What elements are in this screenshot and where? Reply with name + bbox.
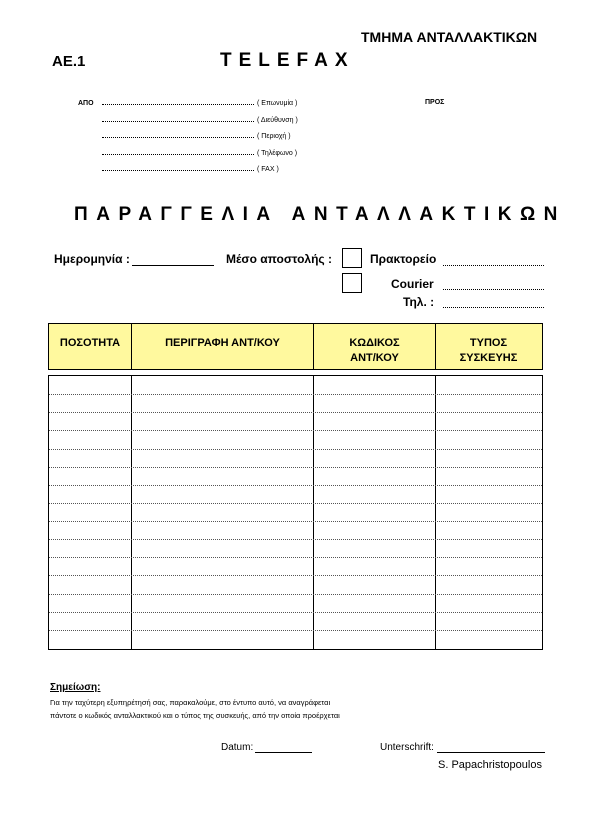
courier-label: Courier <box>391 277 434 291</box>
table-row[interactable] <box>49 539 542 540</box>
to-label: ΠΡΟΣ <box>425 99 445 106</box>
from-label: ΑΠΟ <box>78 100 94 107</box>
note-title: Σημείωση: <box>50 682 101 693</box>
agency-label: Πρακτορείο <box>370 252 437 266</box>
agency-field[interactable] <box>443 265 544 266</box>
order-title: ΠΑΡΑΓΓΕΛΙΑ ΑΝΤΑΛΛΑΚΤΙΚΩΝ <box>74 204 566 225</box>
sender-fax-label: ( FAX ) <box>257 166 279 173</box>
phone-field[interactable] <box>443 307 544 308</box>
table-row[interactable] <box>49 575 542 576</box>
agency-checkbox[interactable] <box>342 248 362 268</box>
table-row[interactable] <box>49 557 542 558</box>
table-row[interactable] <box>49 412 542 413</box>
table-row[interactable] <box>49 612 542 613</box>
table-row[interactable] <box>49 630 542 631</box>
signature-field[interactable] <box>437 752 545 753</box>
grid-column-quantity <box>49 376 132 649</box>
table-row[interactable] <box>49 594 542 595</box>
grid-column-code <box>314 376 436 649</box>
sender-fax-line[interactable] <box>102 170 254 171</box>
sender-address-label: ( Διεύθυνση ) <box>257 117 298 124</box>
table-row[interactable] <box>49 485 542 486</box>
table-row[interactable] <box>49 521 542 522</box>
column-quantity: ΠΟΣΟΤΗΤΑ <box>49 324 132 369</box>
courier-checkbox[interactable] <box>342 273 362 293</box>
date-label: Ημερομηνία : <box>54 252 130 266</box>
date-field[interactable] <box>132 265 214 266</box>
courier-field[interactable] <box>443 289 544 290</box>
datum-label: Datum: <box>221 742 254 753</box>
column-device-type: ΤΥΠΟΣ ΣΥΣΚΕΥΗΣ <box>459 337 518 364</box>
sender-name-label: ( Επωνυμία ) <box>257 100 298 107</box>
table-row[interactable] <box>49 503 542 504</box>
shipping-label: Μέσο αποστολής : <box>226 252 332 266</box>
table-row[interactable] <box>49 430 542 431</box>
table-row[interactable] <box>49 449 542 450</box>
sender-address-line[interactable] <box>102 121 254 122</box>
signature-label: Unterschrift: <box>380 742 434 753</box>
table-header <box>48 323 543 370</box>
grid-column-description <box>132 376 314 649</box>
signatory-name: S. Papachristopoulos <box>438 759 542 771</box>
form-code: ΑΕ.1 <box>52 53 86 70</box>
sender-area-line[interactable] <box>102 137 254 138</box>
telefax-heading: TELEFAX <box>220 50 355 71</box>
sender-phone-line[interactable] <box>102 154 254 155</box>
phone-label: Τηλ. : <box>403 295 435 309</box>
column-description: ΠΕΡΙΓΡΑΦΗ ΑΝΤ/ΚΟΥ <box>132 324 314 369</box>
datum-field[interactable] <box>255 752 312 753</box>
column-part-code: ΚΩΔΙΚΟΣ ΑΝΤ/ΚΟΥ <box>314 324 436 369</box>
department-title: ΤΜΗΜΑ ΑΝΤΑΛΛΑΚΤΙΚΩΝ <box>361 29 538 45</box>
table-row[interactable] <box>49 467 542 468</box>
note-line-2: πάντοτε ο κωδικός ανταλλακτικού και ο τύπος της συσκευής, από την οποία προέρχεται <box>50 711 340 720</box>
table-row[interactable] <box>49 394 542 395</box>
order-lines-grid[interactable] <box>48 375 543 650</box>
sender-phone-label: ( Τηλέφωνο ) <box>257 150 298 157</box>
sender-area-label: ( Περιοχή ) <box>257 133 291 140</box>
sender-name-line[interactable] <box>102 104 254 105</box>
note-line-1: Για την ταχύτερη εξυπηρέτησή σας, παρακαλούμε, στο έντυπο αυτό, να αναγράφεται <box>50 698 331 707</box>
